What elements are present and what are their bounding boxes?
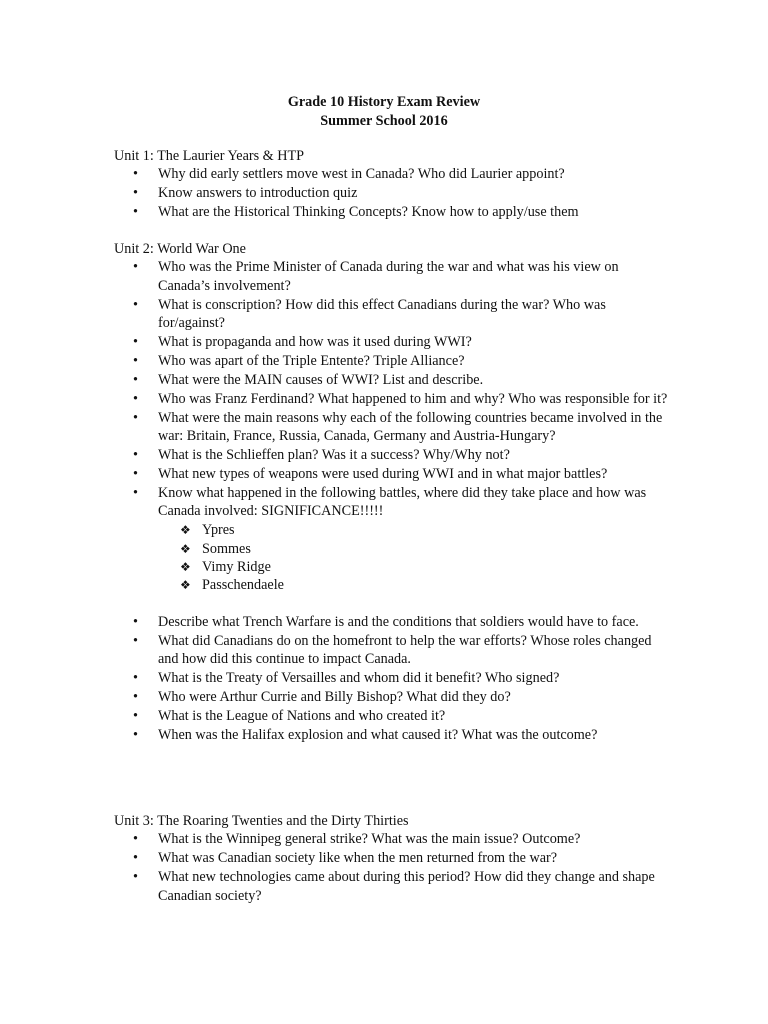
- unit-3-heading: Unit 3: The Roaring Twenties and the Dirty Thirties: [114, 813, 409, 829]
- spacer: [114, 595, 674, 613]
- unit-2-question: • Who were Arthur Currie and Billy Bishop? What did they do?: [114, 688, 674, 706]
- unit-2-question-list-continued: [114, 613, 674, 744]
- battle-item: ❖ Passchendaele: [114, 576, 674, 594]
- unit-1-question: • Know answers to introduction quiz: [114, 184, 674, 202]
- unit-1-question: • What are the Historical Thinking Concepts? Know how to apply/use them: [114, 203, 674, 221]
- unit-2-question: • What is the Treaty of Versailles and whom did it benefit? Who signed?: [114, 669, 674, 687]
- unit-2-question: • What did Canadians do on the homefront to help the war efforts? Whose roles changed and how did this continue to impact Canada.: [114, 632, 674, 669]
- unit-2-question: • Know what happened in the following battles, where did they take place and how was Canada involved: SIGNIFICANCE!!!!!: [114, 484, 674, 521]
- unit-2-question-list: [114, 258, 674, 520]
- unit-2-question: • What is the League of Nations and who created it?: [114, 707, 674, 725]
- unit-2-section: [114, 240, 674, 745]
- unit-2-question: • Who was apart of the Triple Entente? Triple Alliance?: [114, 352, 674, 370]
- unit-2-question: • What is conscription? How did this effect Canadians during the war? Who was for/against?: [114, 296, 674, 333]
- unit-2-question: • What were the MAIN causes of WWI? List and describe.: [114, 371, 674, 389]
- unit-3-question: • What is the Winnipeg general strike? What was the main issue? Outcome?: [114, 830, 674, 848]
- unit-1-question: • Why did early settlers move west in Canada? Who did Laurier appoint?: [114, 165, 674, 183]
- unit-2-question: • Describe what Trench Warfare is and the conditions that soldiers would have to face.: [114, 613, 674, 631]
- unit-2-question: • What is propaganda and how was it used during WWI?: [114, 333, 674, 351]
- battle-item: ❖ Vimy Ridge: [114, 558, 674, 576]
- unit-1-question-list: [114, 165, 674, 221]
- battle-list: [114, 521, 674, 595]
- title-block: [0, 93, 768, 131]
- unit-2-heading: Unit 2: World War One: [114, 241, 246, 257]
- unit-2-question: • What were the main reasons why each of the following countries became involved in the war: Britain, France, Russia, Canada, Germany and Austria-Hungary?: [114, 409, 674, 446]
- unit-1-section: [114, 147, 674, 222]
- battle-item: ❖ Ypres: [114, 521, 674, 539]
- unit-2-question: • When was the Halifax explosion and what caused it? What was the outcome?: [114, 726, 674, 744]
- unit-3-section: [114, 812, 674, 906]
- unit-3-question: • What new technologies came about during this period? How did they change and shape Canadian society?: [114, 868, 674, 905]
- unit-2-question: • What is the Schlieffen plan? Was it a success? Why/Why not?: [114, 446, 674, 464]
- unit-2-question: • What new types of weapons were used during WWI and in what major battles?: [114, 465, 674, 483]
- document-subtitle: Summer School 2016: [320, 113, 448, 129]
- unit-1-heading: Unit 1: The Laurier Years & HTP: [114, 148, 305, 164]
- document-title: Grade 10 History Exam Review: [287, 94, 481, 110]
- unit-3-question-list: [114, 830, 674, 905]
- unit-2-question: • Who was Franz Ferdinand? What happened to him and why? Who was responsible for it?: [114, 390, 674, 408]
- unit-2-question: • Who was the Prime Minister of Canada during the war and what was his view on Canada’s involvement?: [114, 258, 674, 295]
- battle-item: ❖ Sommes: [114, 540, 674, 558]
- unit-3-question: • What was Canadian society like when the men returned from the war?: [114, 849, 674, 867]
